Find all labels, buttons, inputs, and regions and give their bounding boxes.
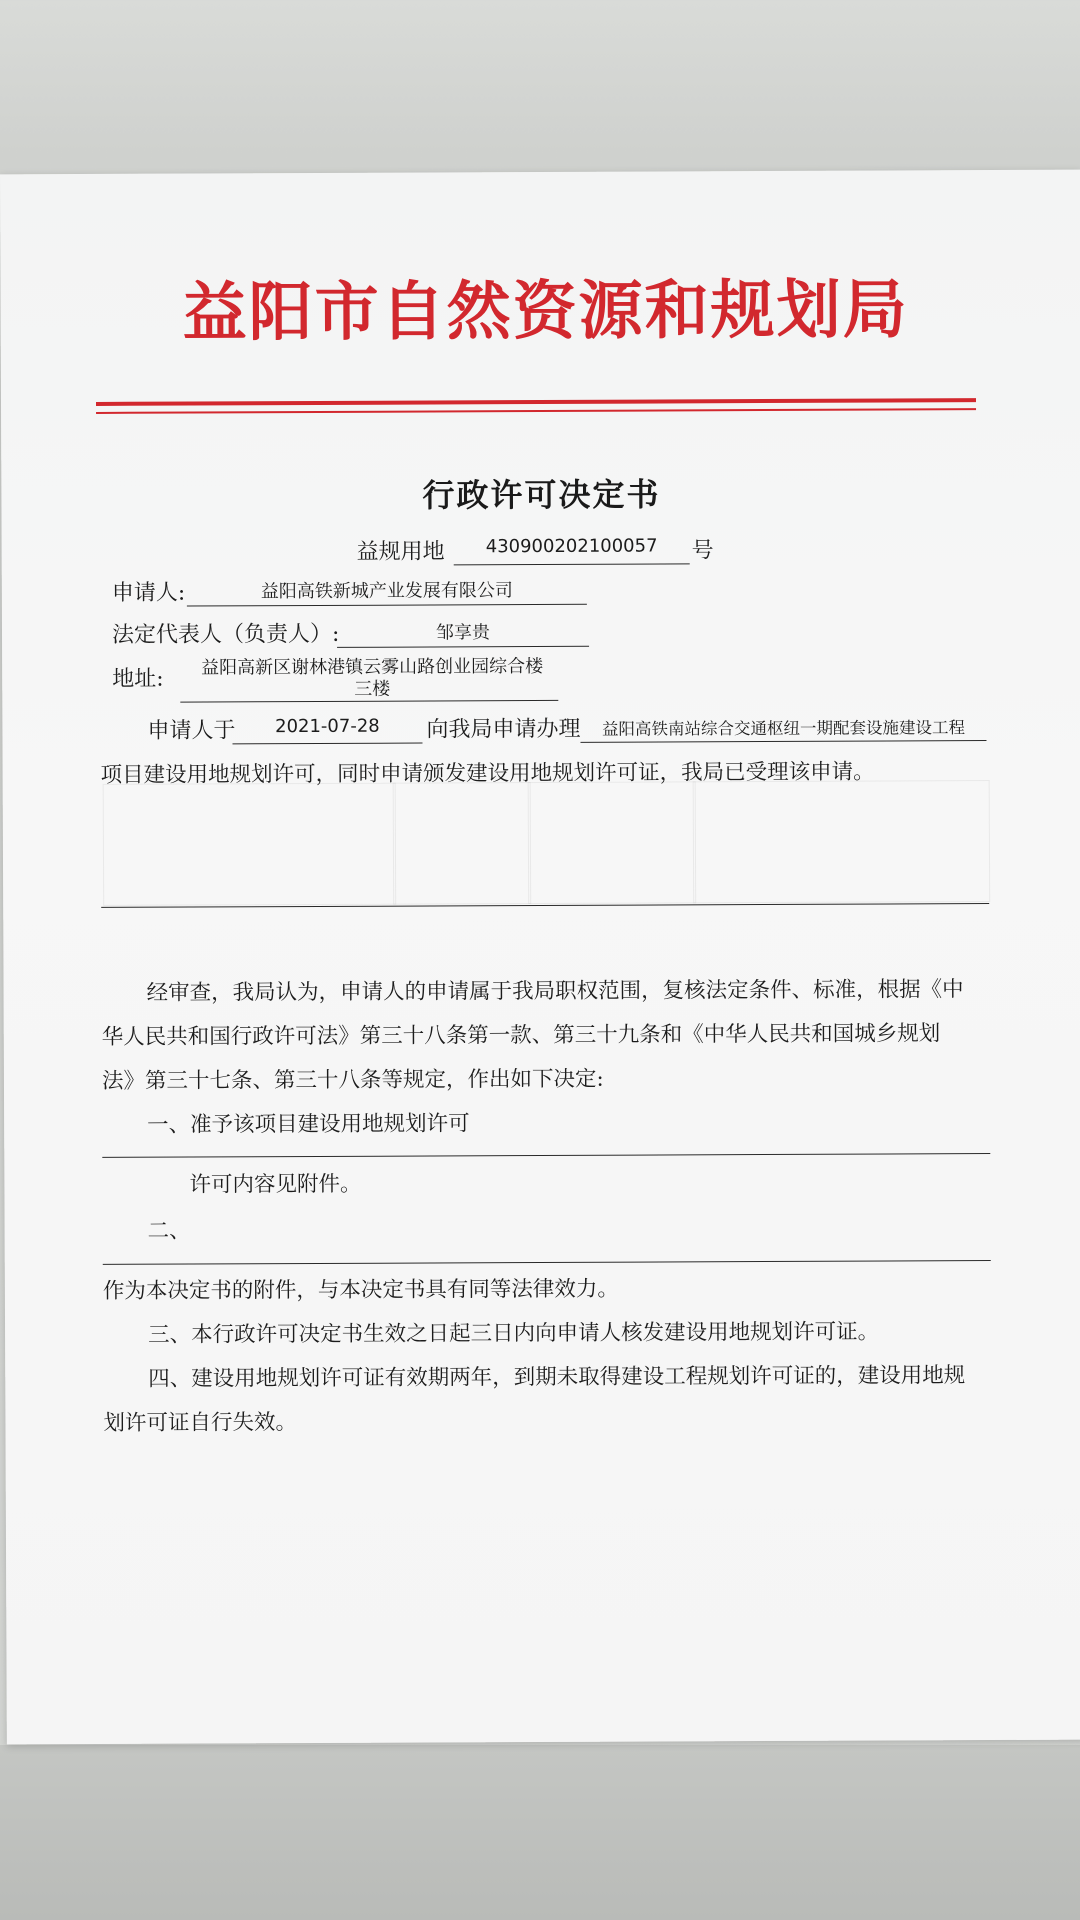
address-value-line2: 三楼 xyxy=(354,678,391,700)
show-through-table xyxy=(103,780,991,906)
address-label: 地址: xyxy=(112,666,164,692)
doc-number-prefix: 益规用地 xyxy=(356,539,445,565)
decision-item-1: 一、准予该项目建设用地规划许可 xyxy=(147,1111,470,1138)
legal-rep-label: 法定代表人（负责人）: xyxy=(111,621,340,648)
applied-date: 2021-07-28 xyxy=(275,715,380,738)
blank-line-3 xyxy=(103,1260,991,1265)
applicant-label: 申请人: xyxy=(111,580,186,606)
letterhead-rule-thick xyxy=(96,398,976,406)
blank-line-2 xyxy=(102,1153,990,1158)
decision-item-4-line-2: 划许可证自行失效。 xyxy=(103,1410,298,1436)
letterhead: 益阳市自然资源和规划局 xyxy=(182,273,909,351)
doc-number-underline xyxy=(454,563,690,565)
project-name: 益阳高铁南站综合交通枢纽一期配套设施建设工程 xyxy=(601,718,965,739)
review-line-2: 华人民共和国行政许可法》第三十八条第一款、第三十九条和《中华人民共和国城乡规划 xyxy=(101,1021,941,1050)
attachment-line: 作为本决定书的附件，与本决定书具有同等法律效力。 xyxy=(102,1276,619,1304)
applicant-underline xyxy=(187,604,587,607)
desk-surface xyxy=(0,1745,1080,1920)
doc-number-value: 430900202100057 xyxy=(485,535,658,558)
decision-item-4-line-1: 四、建设用地规划许可证有效期两年，到期未取得建设工程规划许可证的，建设用地规 xyxy=(148,1363,966,1392)
decision-item-1-note: 许可内容见附件。 xyxy=(189,1171,362,1198)
show-through-table-divider xyxy=(528,782,532,904)
applied-middle: 向我局申请办理 xyxy=(426,716,581,743)
document-title: 行政许可决定书 xyxy=(422,475,661,515)
legal-rep-underline xyxy=(337,646,589,648)
review-line-1: 经审查，我局认为，申请人的申请属于我局职权范围，复核法定条件、标准，根据《中 xyxy=(146,977,964,1006)
applicant-value: 益阳高铁新城产业发展有限公司 xyxy=(260,580,513,603)
address-value-line1: 益阳高新区谢林港镇云雾山路创业园综合楼 xyxy=(201,655,544,679)
project-name-underline xyxy=(580,740,986,743)
document-page xyxy=(0,170,1080,1745)
decision-item-3: 三、本行政许可决定书生效之日起三日内向申请人核发建设用地规划许可证。 xyxy=(148,1319,880,1348)
doc-number-suffix: 号 xyxy=(691,538,714,564)
show-through-table-divider xyxy=(393,783,397,905)
applied-date-underline xyxy=(232,743,422,745)
legal-rep-value: 邹享贵 xyxy=(435,622,491,644)
applied-prefix: 申请人于 xyxy=(147,718,236,744)
decision-item-2: 二、 xyxy=(147,1218,191,1244)
letterhead-rule-thin xyxy=(96,408,976,413)
received-line: 项目建设用地规划许可，同时申请颁发建设用地规划许可证，我局已受理该申请。 xyxy=(100,759,875,788)
show-through-table-divider xyxy=(693,781,697,903)
review-line-3: 法》第三十七条、第三十八条等规定，作出如下决定: xyxy=(101,1066,604,1094)
